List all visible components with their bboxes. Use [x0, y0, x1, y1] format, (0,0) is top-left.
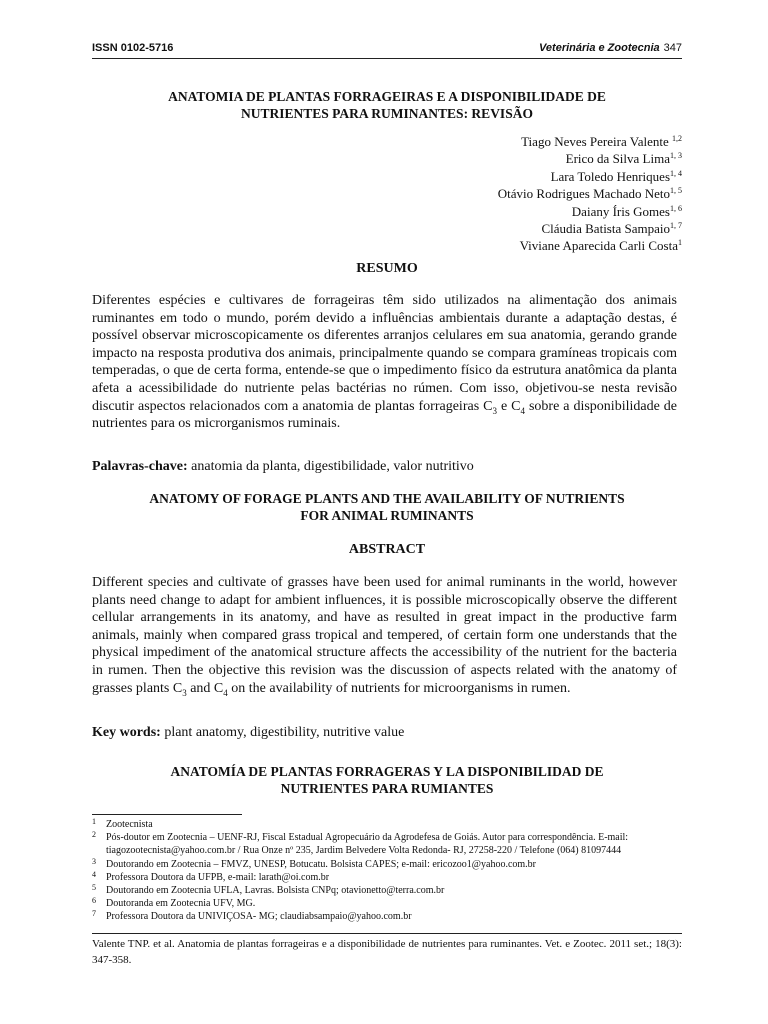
resumo-heading: RESUMO — [356, 261, 418, 276]
title-line: NUTRIENTES PARA RUMIANTES — [280, 781, 494, 796]
title-spanish — [92, 763, 682, 797]
author: Erico da Silva Lima$^{1, 3}$ — [565, 151, 682, 167]
footnote-rule — [92, 814, 242, 815]
footnote: 4 Professora Doutora da UFPB, e-mail: larath@oi.com.br — [92, 869, 330, 883]
keywords-english: Key words: plant anatomy, digestibility, nutritive value — [92, 725, 405, 740]
footnote: 2 Pós-doutor em Zootecnia – UENF-RJ, Fiscal Estadual Agropecuário da Agrodefesa de Goiás. Autor para correspondência. E-mail: tiagozootecnista@yahoo.com.br / Rua Onze nº 235, Jardim Belvedere Volta Redonda- RJ, 27258-220 / Telefone (064) 81097444 — [92, 830, 629, 857]
author: Cláudia Batista Sampaio$^{1, 7}$ — [541, 221, 682, 237]
title-line: ANATOMÍA DE PLANTAS FORRAGERAS Y LA DISPONIBILIDAD DE — [170, 764, 604, 779]
author: Lara Toledo Henriques$^{1, 4}$ — [550, 168, 682, 184]
citation-rule — [92, 933, 682, 934]
author-list — [498, 133, 682, 255]
footnote: 5 Doutorando em Zootecnia UFLA, Lavras. Bolsista CNPq; otavionetto@terra.com.br — [92, 883, 445, 897]
title-line: ANATOMY OF FORAGE PLANTS AND THE AVAILABILITY OF NUTRIENTS — [149, 491, 625, 506]
author: Otávio Rodrigues Machado Neto$^{1, 5}$ — [497, 186, 682, 202]
title-line: FOR ANIMAL RUMINANTS — [300, 508, 474, 523]
footnote: 1 Zootecnista — [92, 817, 153, 830]
abstract-heading: ABSTRACT — [348, 542, 426, 557]
resumo-paragraph: Diferentes espécies e cultivares de forrageiras têm sido utilizados na alimentação dos animais ruminantes em todo o mundo, porém devido a influências ambientais durante a adaptação destas, é possível observar microscopicamente os diferentes arranjos celulares em sua anatomia, gerando grande impacto na resposta produtiva dos animais, principalmente quando se compara gramíneas tropicais com temperadas, o que de certa forma, entende-se que o impedimento físico da estrutura anatômica da planta afeta a acessibilidade do nutriente pelas bactérias no rúmen. Com isso, objetivou-se nesta revisão discutir aspectos relacionados com a anatomia de plantas forrageiras $C_3$ e $C_4$ sobre a disponibilidade de nutrientes para os microrganismos ruminais. — [92, 293, 677, 432]
page-number: 347 — [663, 42, 682, 54]
author: Viviane Aparecida Carli Costa$^1$ — [519, 238, 682, 254]
footnotes — [92, 818, 682, 924]
title-english — [92, 490, 682, 524]
running-header — [92, 42, 682, 58]
title-line: ANATOMIA DE PLANTAS FORRAGEIRAS E A DISPONIBILIDADE DE — [168, 89, 606, 104]
citation: Valente TNP. et al. Anatomia de plantas forrageiras e a disponibilidade de nutrientes para ruminantes. Vet. e Zootec. 2011 set.; 18(3): 347-358. — [92, 938, 682, 966]
journal-name: Veterinária e Zootecnia — [539, 42, 660, 54]
issn: ISSN 0102-5716 — [92, 42, 174, 54]
author: Tiago Neves Pereira Valente $^{1,2}$ — [521, 134, 682, 149]
footnote: 3 Doutorando em Zootecnia – FMVZ, UNESP, Botucatu. Bolsista CAPES; e-mail: ericozoo1@yahoo.com.br — [92, 856, 536, 870]
abstract-paragraph: Different species and cultivate of grasses have been used for animal ruminants in the world, however plants need change to adapt for ambient influences, it is possible microscopically observe the different cellular arrangements in its anatomy, and have as resulted in great impact in the productive farm animals, mainly when compared grass tropical and tempered, of certain form one understands that the physical impediment of the anatomical structure affects the accessibility of the nutrient for the bacteria in rumen. Then the objective this revision was the discussion of aspects related with the anatomy of grasses plants $C_3$ and $C_4$ on the availability of nutrients for microorganisms in rumen. — [92, 575, 677, 698]
title-line: NUTRIENTES PARA RUMINANTES: REVISÃO — [241, 106, 533, 121]
journal-name-and-page — [539, 42, 682, 54]
footnote: 7 Professora Doutora da UNIVIÇOSA- MG; claudiabsampaio@yahoo.com.br — [92, 909, 412, 923]
keywords-portuguese: Palavras-chave: anatomia da planta, digestibilidade, valor nutritivo — [92, 459, 474, 474]
author: Daiany Íris Gomes$^{1, 6}$ — [571, 203, 682, 219]
title-portuguese — [92, 88, 682, 122]
footnote: 6 Doutoranda em Zootecnia UFV, MG. — [92, 896, 256, 910]
header-rule — [92, 58, 682, 59]
